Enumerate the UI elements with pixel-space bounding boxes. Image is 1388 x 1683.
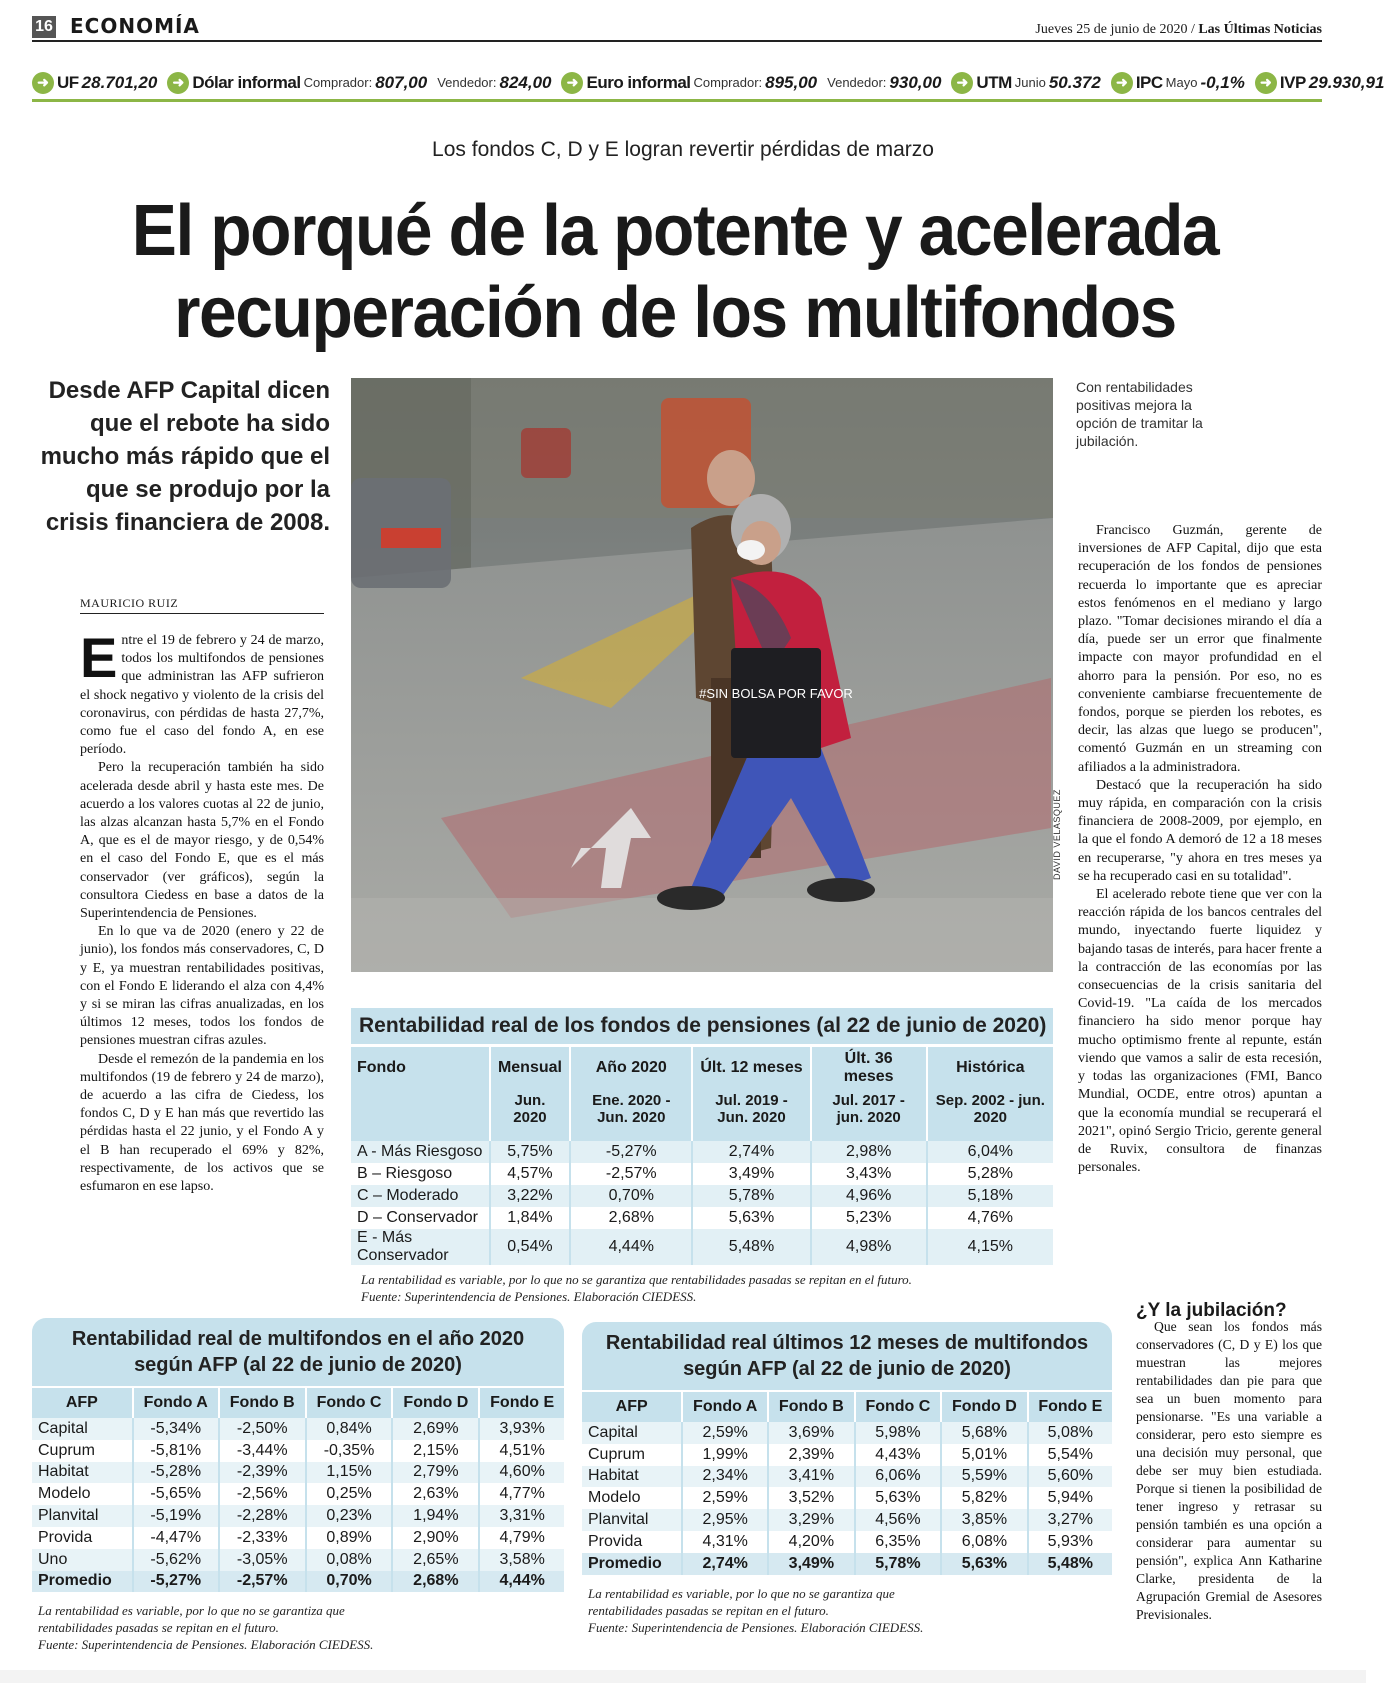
column-header: Últ. 36 meses <box>811 1047 927 1089</box>
ticker-sublabel: Comprador: <box>693 75 763 90</box>
headline-line-2: recuperación de los multifondos <box>174 273 1176 353</box>
subhead: ¿Y la jubilación? <box>1136 1300 1287 1321</box>
table-cell: 5,01% <box>941 1444 1028 1466</box>
arrow-right-icon: ➜ <box>1255 72 1277 94</box>
table-cell: 4,96% <box>811 1185 927 1207</box>
table-cell: 5,54% <box>1028 1444 1112 1466</box>
table-cell: 2,15% <box>392 1440 479 1462</box>
table <box>351 1047 1053 1265</box>
column-header: Fondo A <box>133 1388 219 1418</box>
ticker-item <box>1255 72 1388 94</box>
photo-illustration <box>351 378 1053 972</box>
ticker-sublabel: Comprador: <box>303 75 373 90</box>
table-row <box>351 1229 1053 1265</box>
ticker-item <box>1111 72 1249 94</box>
table-cell: -4,47% <box>133 1527 219 1549</box>
table-cell: -2,56% <box>219 1483 306 1505</box>
table-cell: Capital <box>582 1422 682 1444</box>
column-header: Fondo B <box>219 1388 306 1418</box>
table-cell: -5,81% <box>133 1440 219 1462</box>
column-header: Histórica <box>927 1047 1053 1089</box>
period-header: Jul. 2019 - Jun. 2020 <box>692 1089 810 1141</box>
table-title: Rentabilidad real de multifondos en el año 2020 según AFP (al 22 de junio de 2020) <box>32 1318 564 1388</box>
paragraph: En lo que va de 2020 (enero y 22 de junio), los fondos más conservadores, C, D y E, ya muestran rentabilidades positivas, con el Fondo E liderando el alza con 4,4% y si se miran las cifras anualizadas, en los últimos 12 meses, todos los fondos de pensiones muestran cifras azules. <box>80 924 324 1049</box>
header-row <box>351 1047 1053 1089</box>
column-header: Fondo E <box>479 1388 564 1418</box>
drop-cap: E <box>80 626 118 689</box>
paragraph: El acelerado rebote tiene que ver con la reacción rápida de los bancos centrales del mundo, inyectando fuerte liquidez y bajando tasas de interés, para hacer frente a la contracción de las economías por las consecuencias de la crisis sanitaria del Covid-19. "La caída de los mercados financiero ha sido menor porque hay mucho optimismo frente al repunte, están viendo que vamos a salir de esta recesión, y todas las organizaciones (FMI, Banco Mundial, OCDE, entre otros) apuntan a que la economía mundial se recuperará el 2021", opinó Sergio Tricio, gerente general de Ruvix, consultora de finanzas personales. <box>1078 887 1322 1176</box>
table-cell: 2,69% <box>392 1418 479 1440</box>
column-header: Fondo C <box>855 1392 942 1422</box>
table-title: Rentabilidad real últimos 12 meses de multifondos según AFP (al 22 de junio de 2020) <box>582 1322 1112 1392</box>
ticker-sublabel: Vendedor: <box>827 75 887 90</box>
column-header: Fondo B <box>768 1392 855 1422</box>
byline: MAURICIO RUIZ <box>80 596 324 614</box>
column-header: Año 2020 <box>570 1047 692 1089</box>
paragraph: Pero la recuperación también ha sido acelerada desde abril y hasta este mes. De acuerdo a los valores cuotas al 22 de junio, las alzas alcanzan hasta 5,7% en el Fondo A, que es el de mayor riesgo, y de 0,54% en el caso del Fondo E, que es el más conservador (ver gráficos), según la consultora Ciedess en base a datos de la Superintendencia de Pensiones. <box>80 760 324 922</box>
table-cell: 2,39% <box>768 1444 855 1466</box>
table-cell: Planvital <box>582 1509 682 1531</box>
table-cell: 3,69% <box>768 1422 855 1444</box>
table-cell: Modelo <box>38 1485 91 1503</box>
table-row <box>582 1531 1112 1553</box>
table-cell: -5,65% <box>133 1483 219 1505</box>
article-photo <box>351 378 1053 972</box>
table-cell: Provida <box>38 1528 93 1546</box>
table-cell: 0,89% <box>306 1527 393 1549</box>
average-cell: 4,44% <box>479 1571 564 1593</box>
average-cell: -5,27% <box>133 1571 219 1593</box>
newspaper-name: Las Últimas Noticias <box>1198 22 1322 37</box>
ticker-item <box>437 73 555 93</box>
page-header <box>32 14 1322 42</box>
table-cell: Uno <box>32 1549 133 1571</box>
table-cell: Cuprum <box>588 1445 645 1463</box>
table-cell: 4,79% <box>479 1527 564 1549</box>
table-cell: 2,59% <box>682 1487 768 1509</box>
average-row <box>32 1571 564 1593</box>
table-cell: 3,52% <box>768 1487 855 1509</box>
table-row <box>582 1422 1112 1444</box>
table-row <box>582 1466 1112 1488</box>
table-cell: 5,75% <box>490 1141 571 1163</box>
ticker-label: IVP <box>1279 72 1306 92</box>
ticker-label: UTM <box>976 72 1012 92</box>
table-cell: -2,33% <box>219 1527 306 1549</box>
table-cell: 3,43% <box>811 1163 927 1185</box>
photo-caption: Con rentabilidades positivas mejora la opción de tramitar la jubilación. <box>1076 379 1203 449</box>
page-number: 16 <box>32 16 56 38</box>
afp-2020-table <box>32 1318 564 1653</box>
headline <box>97 190 1253 354</box>
table-row <box>351 1141 1053 1163</box>
table-row <box>32 1527 564 1549</box>
table-cell: 0,23% <box>306 1505 393 1527</box>
table-row <box>32 1418 564 1440</box>
ticker-label: Euro informal <box>586 72 691 92</box>
table-note: La rentabilidad es variable, por lo que no se garantiza que rentabilidades pasadas se repitan en el futuro. <box>38 1603 345 1636</box>
table-cell: 5,48% <box>692 1229 810 1265</box>
ticker-value: 29.930,91 <box>1308 72 1385 92</box>
table <box>32 1388 564 1592</box>
table-cell: 1,15% <box>306 1462 393 1484</box>
average-cell: Promedio <box>32 1571 133 1593</box>
average-cell: 5,48% <box>1028 1553 1112 1575</box>
table-cell: 5,23% <box>811 1207 927 1229</box>
table-cell: 0,84% <box>306 1418 393 1440</box>
period-header: Jul. 2017 - jun. 2020 <box>811 1089 927 1141</box>
table-source: Fuente: Superintendencia de Pensiones. Elaboración CIEDESS. <box>361 1289 697 1304</box>
table-cell: 4,15% <box>927 1229 1053 1265</box>
table-cell: Modelo <box>588 1489 641 1507</box>
table-cell: 0,08% <box>306 1549 393 1571</box>
table-cell: -2,28% <box>219 1505 306 1527</box>
ticker-value: 28.701,20 <box>81 72 158 92</box>
table-cell: Provida <box>588 1532 643 1550</box>
paragraph: ntre el 19 de febrero y 24 de marzo, todos los multifondos de pensiones que administran las AFP sufrieron el shock negativo y violento de la crisis del coronavirus, con pérdidas de hasta 27,7%, como fue el caso del fondo A, en ese período. <box>80 633 324 758</box>
table-cell: 2,74% <box>692 1141 810 1163</box>
ticker-value: 930,00 <box>889 72 942 92</box>
average-cell: -2,57% <box>219 1571 306 1593</box>
arrow-right-icon: ➜ <box>167 72 189 94</box>
table-row <box>32 1462 564 1484</box>
body-column-4 <box>1136 1318 1322 1624</box>
average-cell: 5,78% <box>855 1553 942 1575</box>
table-cell: C – Moderado <box>351 1185 490 1207</box>
average-cell: 5,63% <box>941 1553 1028 1575</box>
table-row <box>582 1444 1112 1466</box>
table-cell: 2,79% <box>392 1462 479 1484</box>
table-cell: -5,19% <box>133 1505 219 1527</box>
column-header: Fondo D <box>392 1388 479 1418</box>
column-header: Fondo <box>351 1047 490 1089</box>
paragraph: Destacó que la recuperación ha sido muy rápida, en comparación con la crisis financiera de 2008-2009, por ejemplo, en la que el fondo A demoró de 12 a 18 meses en recuperarse, "y ahora en tres meses ya se ha recuperado casi en su totalidad". <box>1078 777 1322 884</box>
column-header: Fondo E <box>1028 1392 1112 1422</box>
ticker-item <box>167 72 431 94</box>
column-header: Mensual <box>490 1047 571 1089</box>
table-cell: 2,63% <box>392 1483 479 1505</box>
table-cell: 3,93% <box>479 1418 564 1440</box>
dateline <box>1035 22 1322 38</box>
table-cell: 3,31% <box>479 1505 564 1527</box>
table-cell: 2,34% <box>682 1466 768 1488</box>
average-cell: 0,70% <box>306 1571 393 1593</box>
table-cell: 3,29% <box>768 1509 855 1531</box>
table-cell: Habitat <box>582 1466 682 1488</box>
date-text: Jueves 25 de junio de 2020 / <box>1035 22 1195 37</box>
headline-line-1: El porqué de la potente y acelerada <box>131 191 1219 271</box>
table-cell: Habitat <box>32 1462 133 1484</box>
table-cell: 5,63% <box>855 1487 942 1509</box>
ticker-label: IPC <box>1135 72 1163 92</box>
average-row <box>582 1553 1112 1575</box>
period-header: Sep. 2002 - jun. 2020 <box>927 1089 1053 1141</box>
table-cell: 6,35% <box>855 1531 942 1553</box>
table-cell: 4,51% <box>479 1440 564 1462</box>
funds-return-table <box>351 1008 1053 1305</box>
table-cell: 5,60% <box>1028 1466 1112 1488</box>
ticker-value: 824,00 <box>499 72 552 92</box>
table-source: Fuente: Superintendencia de Pensiones. Elaboración CIEDESS. <box>38 1637 374 1653</box>
kicker: Los fondos C, D y E logran revertir pérdidas de marzo <box>432 138 934 161</box>
average-cell: 3,49% <box>768 1553 855 1575</box>
ticker-sublabel: Vendedor: <box>437 75 497 90</box>
page-bottom-strip <box>0 1670 1366 1683</box>
ticker-item <box>951 72 1104 94</box>
table-cell: -5,27% <box>570 1141 692 1163</box>
body-column-1 <box>80 626 324 1196</box>
table-cell: -2,57% <box>570 1163 692 1185</box>
table-cell: 5,78% <box>692 1185 810 1207</box>
ticker-label: UF <box>57 72 79 92</box>
table-cell: 2,98% <box>811 1141 927 1163</box>
table-cell: 1,94% <box>392 1505 479 1527</box>
arrow-right-icon: ➜ <box>32 72 54 94</box>
table-cell: -2,39% <box>219 1462 306 1484</box>
table-cell: 1,99% <box>682 1444 768 1466</box>
table-cell: Capital <box>32 1418 133 1440</box>
table-cell: Planvital <box>32 1505 133 1527</box>
table-cell: 2,68% <box>570 1207 692 1229</box>
ticker-value: 807,00 <box>375 72 428 92</box>
table-source: Fuente: Superintendencia de Pensiones. Elaboración CIEDESS. <box>588 1619 924 1635</box>
photo-credit: DAVID VELASQUEZ <box>1052 789 1062 880</box>
table-cell: -3,44% <box>219 1440 306 1462</box>
table-cell: A - Más Riesgoso <box>351 1141 490 1163</box>
table-cell: -5,34% <box>133 1418 219 1440</box>
table-cell: 6,08% <box>941 1531 1028 1553</box>
table-row <box>582 1487 1112 1509</box>
header-row <box>32 1388 564 1418</box>
table-cell: 4,56% <box>855 1509 942 1531</box>
ticker-item <box>827 73 945 93</box>
table-cell: -3,05% <box>219 1549 306 1571</box>
ticker-item <box>561 72 821 94</box>
average-cell: 2,68% <box>392 1571 479 1593</box>
ticker-value: -0,1% <box>1200 72 1245 92</box>
body-column-3 <box>1078 522 1322 1177</box>
table-cell: 6,04% <box>927 1141 1053 1163</box>
column-header: Fondo A <box>682 1392 768 1422</box>
column-header: Fondo C <box>306 1388 393 1418</box>
table-cell: B – Riesgoso <box>357 1165 453 1182</box>
ticker-value: 895,00 <box>765 72 818 92</box>
table-cell: 5,98% <box>855 1422 942 1444</box>
ticker-sublabel: Mayo <box>1165 75 1198 90</box>
arrow-right-icon: ➜ <box>561 72 583 94</box>
table-cell: 5,18% <box>927 1185 1053 1207</box>
table-cell: Cuprum <box>38 1441 95 1459</box>
period-header <box>351 1089 490 1141</box>
bag-text: #SIN BOLSA POR FAVOR <box>699 686 853 701</box>
ticker-sublabel: Junio <box>1014 75 1046 90</box>
table-cell: 0,54% <box>490 1229 571 1265</box>
table-row <box>582 1509 1112 1531</box>
arrow-right-icon: ➜ <box>1111 72 1133 94</box>
table-row <box>32 1549 564 1571</box>
table-cell: -2,50% <box>219 1418 306 1440</box>
table-cell: 5,82% <box>941 1487 1028 1509</box>
table-cell: 4,31% <box>682 1531 768 1553</box>
table-note: La rentabilidad es variable, por lo que no se garantiza que rentabilidades pasadas se repitan en el futuro. <box>588 1585 895 1618</box>
table-cell: D – Conservador <box>357 1209 478 1226</box>
section-title: ECONOMÍA <box>70 14 200 38</box>
table-cell: 2,65% <box>392 1549 479 1571</box>
deck: Desde AFP Capital dicen que el rebote ha sido mucho más rápido que el que se produjo por la crisis financiera de 2008. <box>40 377 330 536</box>
table-cell: 6,06% <box>855 1466 942 1488</box>
average-cell: 2,74% <box>682 1553 768 1575</box>
table-row <box>32 1440 564 1462</box>
table-cell: 4,57% <box>490 1163 571 1185</box>
table-cell: 4,43% <box>855 1444 942 1466</box>
table-cell: 5,94% <box>1028 1487 1112 1509</box>
table-cell: E - Más Conservador <box>351 1229 490 1265</box>
ticker-value: 50.372 <box>1048 72 1101 92</box>
table-cell: 5,08% <box>1028 1422 1112 1444</box>
table-cell: 3,49% <box>692 1163 810 1185</box>
table-cell: 0,70% <box>570 1185 692 1207</box>
period-row <box>351 1089 1053 1141</box>
table-row <box>32 1483 564 1505</box>
column-header: AFP <box>32 1388 133 1418</box>
column-header: Fondo D <box>941 1392 1028 1422</box>
table-cell: 5,63% <box>692 1207 810 1229</box>
table-cell: 1,84% <box>490 1207 571 1229</box>
table-cell: 5,68% <box>941 1422 1028 1444</box>
average-cell: Promedio <box>582 1553 682 1575</box>
header-row <box>582 1392 1112 1422</box>
table-row <box>32 1505 564 1527</box>
table-cell: 3,85% <box>941 1509 1028 1531</box>
table-cell: 0,25% <box>306 1483 393 1505</box>
table-cell: 4,60% <box>479 1462 564 1484</box>
period-header: Jun. 2020 <box>490 1089 571 1141</box>
table-cell: 3,58% <box>479 1549 564 1571</box>
period-header: Ene. 2020 - Jun. 2020 <box>570 1089 692 1141</box>
table-row <box>351 1207 1053 1229</box>
paragraph: Francisco Guzmán, gerente de inversiones de AFP Capital, dijo que esta recuperación de los fondos de pensiones recuerda lo importante que es apreciar estos fenómenos en el mediano y largo plazo. "Tomar decisiones mirando el día a día, puede ser un error que finalmente impacte con mayor profundidad en el ahorro para la pensión. Por eso, no es conveniente cambiarse frecuentemente de fondos, porque se pierden los rebotes, es decir, las alzas que luego se producen", comentó Guzmán en un streaming con afiliados a la administradora. <box>1078 523 1322 775</box>
table-cell: 3,41% <box>768 1466 855 1488</box>
table-title: Rentabilidad real de los fondos de pensiones (al 22 de junio de 2020) <box>351 1008 1053 1047</box>
column-header: Últ. 12 meses <box>692 1047 810 1089</box>
table-cell: 4,20% <box>768 1531 855 1553</box>
table-cell: 5,28% <box>927 1163 1053 1185</box>
indicators-ticker <box>32 66 1385 102</box>
afp-12m-table <box>582 1322 1112 1636</box>
table-cell: 2,90% <box>392 1527 479 1549</box>
paragraph: Que sean los fondos más conservadores (C, D y E) los que muestran las mejores rentabilidades dan pie para que sea un buen momento para pensionarse. "Es una variable a considerar, pero esto siempre es una decisión muy personal, que debe ser muy bien estudiada. Porque si tienen la posibilidad de tener ingreso y retrasar su pensión también es una opción a considerar para aumentar su pensión", explica Ann Katharine Clarke, presidenta de la Agrupación Gremial de Asesores Previsionales. <box>1136 1319 1322 1622</box>
table-cell: 5,59% <box>941 1466 1028 1488</box>
ticker-item <box>32 72 161 94</box>
table-cell: 4,44% <box>570 1229 692 1265</box>
ticker-label: Dólar informal <box>192 72 301 92</box>
table-cell: 2,95% <box>682 1509 768 1531</box>
table-cell: 4,98% <box>811 1229 927 1265</box>
arrow-right-icon: ➜ <box>951 72 973 94</box>
table-row <box>351 1185 1053 1207</box>
table-cell: 5,93% <box>1028 1531 1112 1553</box>
table <box>582 1392 1112 1575</box>
table-cell: 3,27% <box>1028 1509 1112 1531</box>
table-cell: 2,59% <box>682 1422 768 1444</box>
table-note: La rentabilidad es variable, por lo que no se garantiza que rentabilidades pasadas se repitan en el futuro. <box>361 1272 912 1287</box>
table-cell: 4,77% <box>479 1483 564 1505</box>
table-row <box>351 1163 1053 1185</box>
table-cell: -5,62% <box>133 1549 219 1571</box>
column-header: AFP <box>582 1392 682 1422</box>
table-cell: -0,35% <box>306 1440 393 1462</box>
paragraph: Desde el remezón de la pandemia en los multifondos (19 de febrero y 24 de marzo), de acuerdo a las cifra de Ciedess, los fondos C, D y E han más que revertido las pérdidas hasta el 22 junio, y el Fondo A y el B han recuperado el 69% y 82%, respectivamente, de los activos que se esfumaron en ese lapso. <box>80 1051 324 1195</box>
table-cell: 4,76% <box>927 1207 1053 1229</box>
table-cell: -5,28% <box>133 1462 219 1484</box>
table-cell: 3,22% <box>490 1185 571 1207</box>
